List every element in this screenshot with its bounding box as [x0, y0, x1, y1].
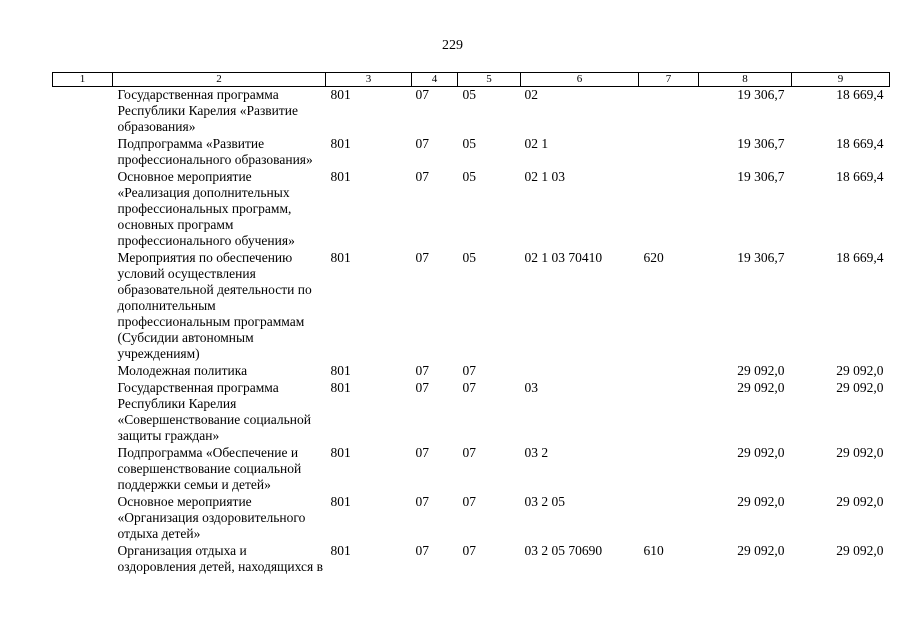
expense-type-code: [639, 494, 699, 543]
amount-year-2: 29 092,0: [836, 543, 884, 558]
grbs-code: 801: [330, 169, 351, 184]
column-number-row: [53, 73, 890, 87]
item-name: Мероприятия по обеспечению условий осуществления образовательной деятельности по дополнительным профессиональным программам (Субсидии автономным учреждениям): [117, 250, 312, 361]
row-number-cell: [53, 445, 113, 494]
item-name: Основное мероприятие «Реализация дополнительных профессиональных программ, основных программ профессионального обучения»: [117, 169, 295, 248]
item-name: Молодежная политика: [117, 363, 248, 378]
section-code: 07: [415, 250, 429, 265]
target-article-code: 03: [524, 380, 538, 395]
expense-type-code: 620: [643, 250, 664, 265]
grbs-code: 801: [330, 87, 351, 102]
target-article-code: 02 1 03: [524, 169, 565, 184]
subsection-code: 07: [462, 494, 476, 509]
row-number-cell: [53, 543, 113, 576]
row-number-cell: [53, 169, 113, 250]
table-row: [53, 363, 890, 380]
expense-type-code: 610: [643, 543, 664, 558]
expense-type-code: [639, 380, 699, 445]
amount-year-1: 29 092,0: [737, 363, 785, 378]
row-number-cell: [53, 363, 113, 380]
column-header: 4: [412, 73, 458, 87]
subsection-code: 05: [462, 250, 476, 265]
section-code: 07: [415, 87, 429, 102]
table-row: [53, 169, 890, 250]
item-name: Основное мероприятие «Организация оздоровительного отдыха детей»: [117, 494, 306, 541]
column-header: 6: [521, 73, 639, 87]
amount-year-2: 18 669,4: [836, 136, 884, 151]
grbs-code: 801: [330, 380, 351, 395]
subsection-code: 05: [462, 169, 476, 184]
target-article-code: 03 2: [524, 445, 549, 460]
item-name: Подпрограмма «Обеспечение и совершенствование социальной поддержки семьи и детей»: [117, 445, 302, 492]
item-name: Государственная программа Республики Карелия «Совершенствование социальной защиты граждан»: [117, 380, 311, 443]
expense-type-code: [639, 136, 699, 169]
target-article-code: 02: [524, 87, 538, 102]
budget-table: [52, 72, 890, 576]
item-name: Организация отдыха и оздоровления детей, находящихся в: [117, 543, 323, 574]
section-code: 07: [415, 363, 429, 378]
section-code: 07: [415, 445, 429, 460]
subsection-code: 05: [462, 136, 476, 151]
subsection-code: 07: [462, 543, 476, 558]
grbs-code: 801: [330, 250, 351, 265]
column-header: 7: [639, 73, 699, 87]
amount-year-1: 29 092,0: [737, 380, 785, 395]
table-row: [53, 445, 890, 494]
table-row: [53, 543, 890, 576]
target-article-code: 02 1 03 70410: [524, 250, 603, 265]
row-number-cell: [53, 380, 113, 445]
row-number-cell: [53, 494, 113, 543]
table-row: [53, 136, 890, 169]
amount-year-2: 29 092,0: [836, 494, 884, 509]
amount-year-1: 19 306,7: [737, 169, 785, 184]
expense-type-code: [639, 87, 699, 137]
expense-type-code: [639, 363, 699, 380]
grbs-code: 801: [330, 136, 351, 151]
grbs-code: 801: [330, 445, 351, 460]
column-header: 9: [792, 73, 890, 87]
amount-year-1: 29 092,0: [737, 445, 785, 460]
amount-year-2: 29 092,0: [836, 380, 884, 395]
column-header: 3: [326, 73, 412, 87]
table-row: [53, 494, 890, 543]
column-header: 8: [699, 73, 792, 87]
expense-type-code: [639, 169, 699, 250]
item-name: Подпрограмма «Развитие профессионального образования»: [117, 136, 313, 167]
row-number-cell: [53, 250, 113, 363]
column-header: 5: [458, 73, 521, 87]
section-code: 07: [415, 494, 429, 509]
subsection-code: 05: [462, 87, 476, 102]
amount-year-1: 19 306,7: [737, 136, 785, 151]
target-article-code: 03 2 05 70690: [524, 543, 603, 558]
amount-year-2: 18 669,4: [836, 169, 884, 184]
section-code: 07: [415, 169, 429, 184]
grbs-code: 801: [330, 363, 351, 378]
grbs-code: 801: [330, 543, 351, 558]
expense-type-code: [639, 445, 699, 494]
target-article-code: 03 2 05: [524, 494, 565, 509]
amount-year-1: 29 092,0: [737, 543, 785, 558]
table-row: [53, 250, 890, 363]
amount-year-2: 29 092,0: [836, 445, 884, 460]
section-code: 07: [415, 380, 429, 395]
subsection-code: 07: [462, 445, 476, 460]
item-name: Государственная программа Республики Карелия «Развитие образования»: [117, 87, 299, 134]
column-header: 2: [113, 73, 326, 87]
target-article-code: 02 1: [524, 136, 549, 151]
row-number-cell: [53, 136, 113, 169]
grbs-code: 801: [330, 494, 351, 509]
table-row: [53, 87, 890, 137]
target-article-code: [521, 363, 639, 380]
amount-year-1: 19 306,7: [737, 250, 785, 265]
subsection-code: 07: [462, 380, 476, 395]
section-code: 07: [415, 543, 429, 558]
amount-year-1: 19 306,7: [737, 87, 785, 102]
amount-year-2: 18 669,4: [836, 250, 884, 265]
subsection-code: 07: [462, 363, 476, 378]
section-code: 07: [415, 136, 429, 151]
table-row: [53, 380, 890, 445]
amount-year-1: 29 092,0: [737, 494, 785, 509]
column-header: 1: [53, 73, 113, 87]
amount-year-2: 29 092,0: [836, 363, 884, 378]
amount-year-2: 18 669,4: [836, 87, 884, 102]
page-number: 229: [442, 38, 463, 53]
row-number-cell: [53, 87, 113, 137]
